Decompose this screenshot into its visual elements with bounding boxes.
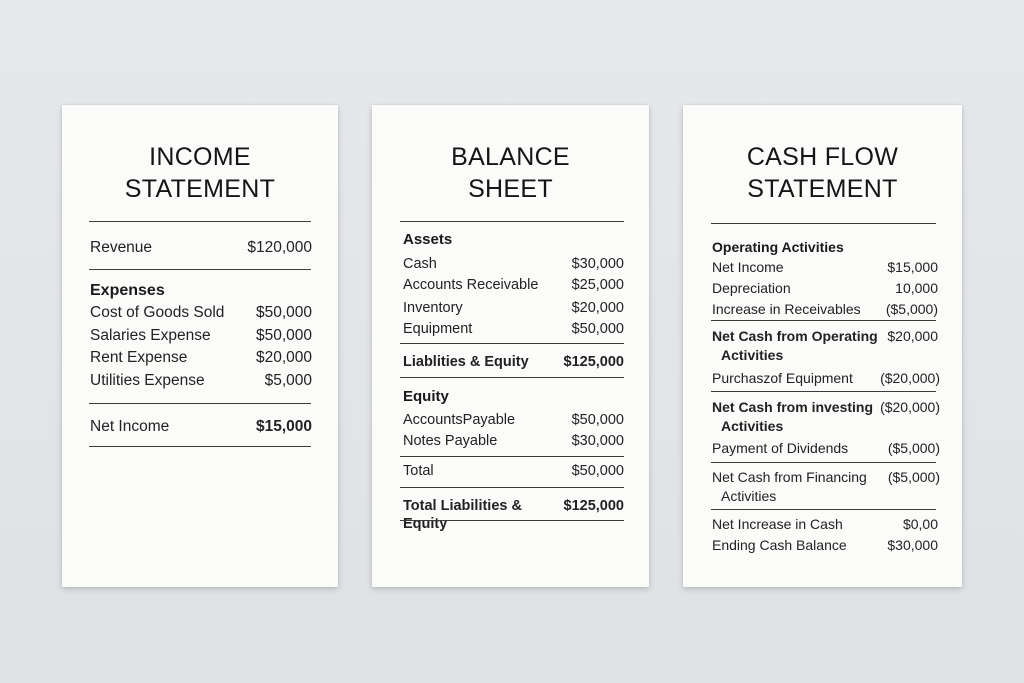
balance-final-rule: [400, 520, 624, 521]
income-expenses-rule: [89, 403, 311, 404]
net-increase-row: [712, 515, 938, 533]
total-liab-equity-amount: $125,000: [563, 498, 624, 514]
operating-amount: ($5,000): [885, 301, 938, 317]
net-increase-amount: $0,00: [902, 516, 938, 532]
revenue-amount: $120,000: [247, 239, 312, 256]
expense-amount: $50,000: [255, 304, 312, 321]
balance-liab-rule: [400, 377, 624, 378]
net-operating-amount: $20,000: [887, 328, 938, 344]
balance-title-rule: [400, 221, 624, 222]
net-financing-label: Net Cash from Financing: [712, 469, 867, 485]
operating-label: Net Income: [712, 259, 784, 275]
operating-amount: 10,000: [895, 280, 938, 296]
cash-flow-card: [683, 105, 962, 587]
liab-equity-label: Liablities & Equity: [403, 354, 529, 370]
asset-label: Inventory: [403, 300, 463, 316]
purchase-row: [712, 369, 940, 387]
total-liab-equity-label: Total Liabilities & Equity: [403, 498, 522, 532]
operating-row: [712, 279, 938, 297]
cash-operating-rule: [711, 320, 936, 321]
net-investing-amount: ($20,000): [880, 399, 940, 415]
balance-title-line1: BALANCE: [451, 143, 570, 171]
expense-row: [90, 304, 312, 322]
net-operating-label-cont: [721, 346, 783, 364]
equity-amount: $30,000: [571, 433, 624, 449]
total-label: Total: [403, 463, 434, 479]
income-statement-card: [62, 105, 338, 587]
balance-equity-rule: [400, 456, 624, 457]
income-net-rule: [89, 446, 311, 447]
expense-amount: $5,000: [264, 372, 312, 389]
asset-amount: $50,000: [571, 321, 624, 337]
equity-label: Notes Payable: [403, 433, 498, 449]
expense-amount: $50,000: [255, 327, 312, 344]
cash-title-line1: CASH FLOW: [746, 143, 899, 171]
dividends-label: Payment of Dividends: [712, 440, 849, 456]
cash-title-line2: STATEMENT: [747, 175, 898, 203]
assets-heading: Assets: [403, 231, 453, 248]
expenses-heading: Expenses: [90, 282, 165, 299]
expense-label: Utilities Expense: [90, 372, 205, 389]
balance-title-line2: SHEET: [468, 175, 553, 203]
income-title-rule: [89, 221, 311, 222]
liab-equity-row: [403, 353, 624, 371]
equity-row: [403, 411, 624, 429]
equity-amount: $50,000: [571, 412, 624, 428]
operating-amount: $15,000: [887, 259, 938, 275]
net-investing-label: Net Cash from investing: [712, 399, 874, 415]
net-financing-label-cont: [721, 487, 776, 505]
liab-equity-amount: $125,000: [563, 354, 624, 370]
asset-row: [403, 299, 624, 317]
revenue-row: [90, 239, 312, 257]
ending-balance-row: [712, 536, 938, 554]
total-amount: $50,000: [571, 463, 624, 479]
ending-balance-label: Ending Cash Balance: [712, 537, 847, 553]
equity-row: [403, 432, 624, 450]
asset-row: [403, 276, 624, 294]
total-liab-equity-row: [403, 497, 624, 533]
balance-total-rule: [400, 487, 624, 488]
net-investing-row: [712, 398, 940, 416]
total-row: [403, 462, 624, 480]
dividends-amount: ($5,000): [887, 440, 940, 456]
asset-row: [403, 320, 624, 338]
cash-title-rule: [711, 223, 936, 224]
net-income-row: [90, 418, 312, 436]
asset-label: Equipment: [403, 321, 473, 337]
net-income-amount: $15,000: [255, 418, 312, 435]
asset-amount: $20,000: [571, 300, 624, 316]
operating-heading: Operating Activities: [712, 239, 844, 255]
cash-financing-rule: [711, 509, 936, 510]
revenue-label: Revenue: [90, 239, 153, 256]
expense-row: [90, 372, 312, 390]
cash-dividends-rule: [711, 462, 936, 463]
net-financing-row: [712, 468, 940, 486]
asset-row: [403, 255, 624, 273]
net-financing-label-line2: Activities: [721, 488, 777, 504]
net-increase-label: Net Increase in Cash: [712, 516, 843, 532]
income-revenue-rule: [89, 269, 311, 270]
net-investing-label-line2: Activities: [721, 418, 784, 434]
net-operating-label: Net Cash from Operating: [712, 328, 878, 344]
dividends-row: [712, 439, 940, 457]
expense-row: [90, 349, 312, 367]
operating-label: Increase in Receivables: [712, 301, 861, 317]
net-operating-row: [712, 327, 938, 345]
net-financing-amount: ($5,000): [887, 469, 940, 485]
equity-label: AccountsPayable: [403, 412, 516, 428]
expense-label: Rent Expense: [90, 349, 188, 366]
expense-amount: $20,000: [255, 349, 312, 366]
cash-purchase-rule: [711, 391, 936, 392]
equity-heading: Equity: [403, 388, 449, 405]
net-investing-label-cont: [721, 417, 783, 435]
purchase-label: Purchaszof Equipment: [712, 370, 853, 386]
ending-balance-amount: $30,000: [887, 537, 938, 553]
operating-row: [712, 258, 938, 276]
expense-label: Cost of Goods Sold: [90, 304, 225, 321]
operating-label: Depreciation: [712, 280, 791, 296]
expense-label: Salaries Expense: [90, 327, 211, 344]
net-income-label: Net Income: [90, 418, 170, 435]
asset-label: Cash: [403, 256, 437, 272]
asset-amount: $30,000: [571, 256, 624, 272]
expense-row: [90, 327, 312, 345]
asset-amount: $25,000: [571, 277, 624, 293]
asset-label: Accounts Receivable: [403, 277, 539, 293]
operating-row: [712, 300, 938, 318]
income-title-line1: INCOME: [149, 143, 251, 171]
net-operating-label-line2: Activities: [721, 347, 784, 363]
purchase-amount: ($20,000): [880, 370, 940, 386]
income-title-line2: STATEMENT: [124, 175, 276, 203]
balance-sheet-card: [372, 105, 649, 587]
balance-assets-rule: [400, 343, 624, 344]
